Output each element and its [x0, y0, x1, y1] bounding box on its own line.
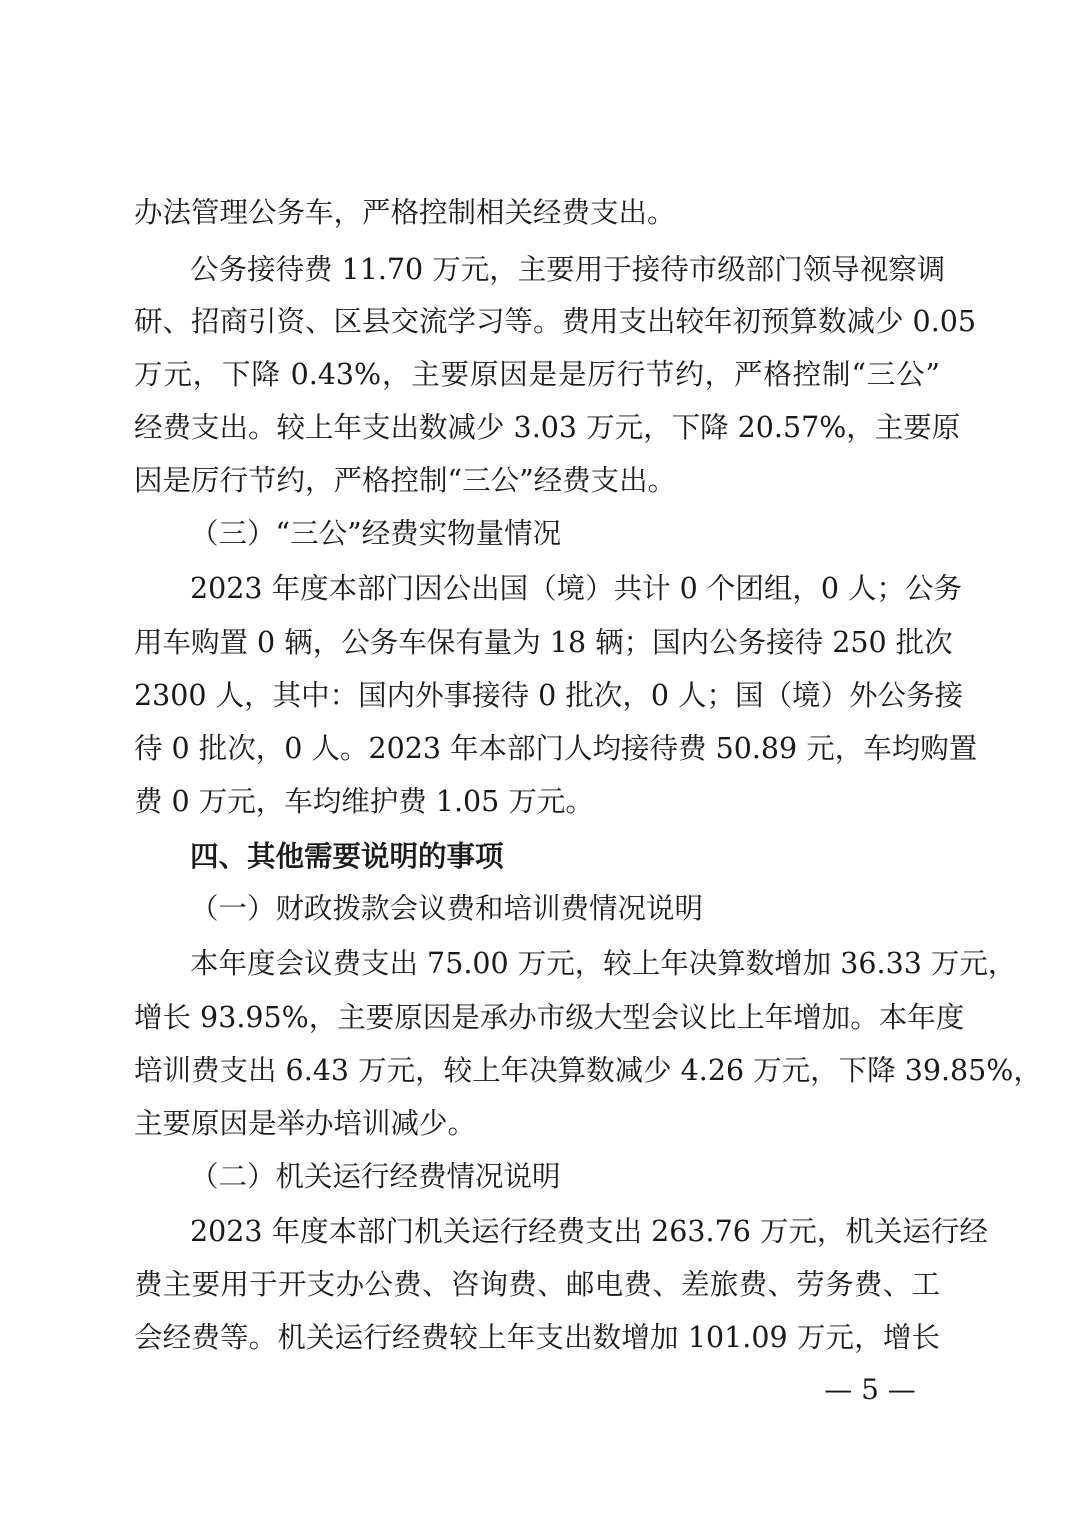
section-heading: 四、其他需要说明的事项 [190, 839, 504, 873]
subsection-heading: （三）“三公”经费实物量情况 [190, 517, 562, 550]
body-text-line: 用车购置 0 辆，公务车保有量为 18 辆；国内公务接待 250 批次 [134, 626, 953, 659]
body-text-line: 经费支出。较上年支出数减少 3.03 万元，下降 20.57%，主要原 [134, 411, 961, 444]
body-text-line: 待 0 批次，0 人。2023 年本部门人均接待费 50.89 元，车均购置 [134, 732, 978, 765]
body-text-line: 研、招商引资、区县交流学习等。费用支出较年初预算数减少 0.05 [134, 305, 977, 338]
body-text-line: 2300 人，其中：国内外事接待 0 批次，0 人；国（境）外公务接 [134, 679, 964, 712]
subsection-heading: （二）机关运行经费情况说明 [190, 1160, 561, 1193]
body-text-line: 费 0 万元，车均维护费 1.05 万元。 [134, 785, 594, 818]
body-text-line: 公务接待费 11.70 万元，主要用于接待市级部门领导视察调 [190, 253, 946, 286]
subsection-heading: （一）财政拨款会议费和培训费情况说明 [190, 892, 704, 925]
body-text-line: 万元，下降 0.43%，主要原因是是厉行节约，严格控制“三公” [134, 358, 940, 391]
body-text-line: 因是厉行节约，严格控制“三公”经费支出。 [134, 464, 677, 497]
body-text-line: 办法管理公务车，严格控制相关经费支出。 [134, 196, 676, 229]
body-text-line: 会经费等。机关运行经费较上年支出数增加 101.09 万元，增长 [134, 1321, 940, 1354]
body-text-line: 费主要用于开支办公费、咨询费、邮电费、差旅费、劳务费、工 [134, 1268, 940, 1301]
body-text-line: 培训费支出 6.43 万元，较上年决算数减少 4.26 万元，下降 39.85%， [134, 1054, 1042, 1087]
body-text-line: 增长 93.95%，主要原因是承办市级大型会议比上年增加。本年度 [134, 1001, 965, 1034]
body-text-line: 2023 年度本部门机关运行经费支出 263.76 万元，机关运行经 [190, 1215, 988, 1248]
page-number: — 5 — [824, 1373, 916, 1406]
body-text-line: 2023 年度本部门因公出国（境）共计 0 个团组，0 人；公务 [190, 572, 963, 605]
body-text-line: 本年度会议费支出 75.00 万元，较上年决算数增加 36.33 万元， [190, 947, 1017, 980]
body-text-line: 主要原因是举办培训减少。 [134, 1107, 477, 1140]
